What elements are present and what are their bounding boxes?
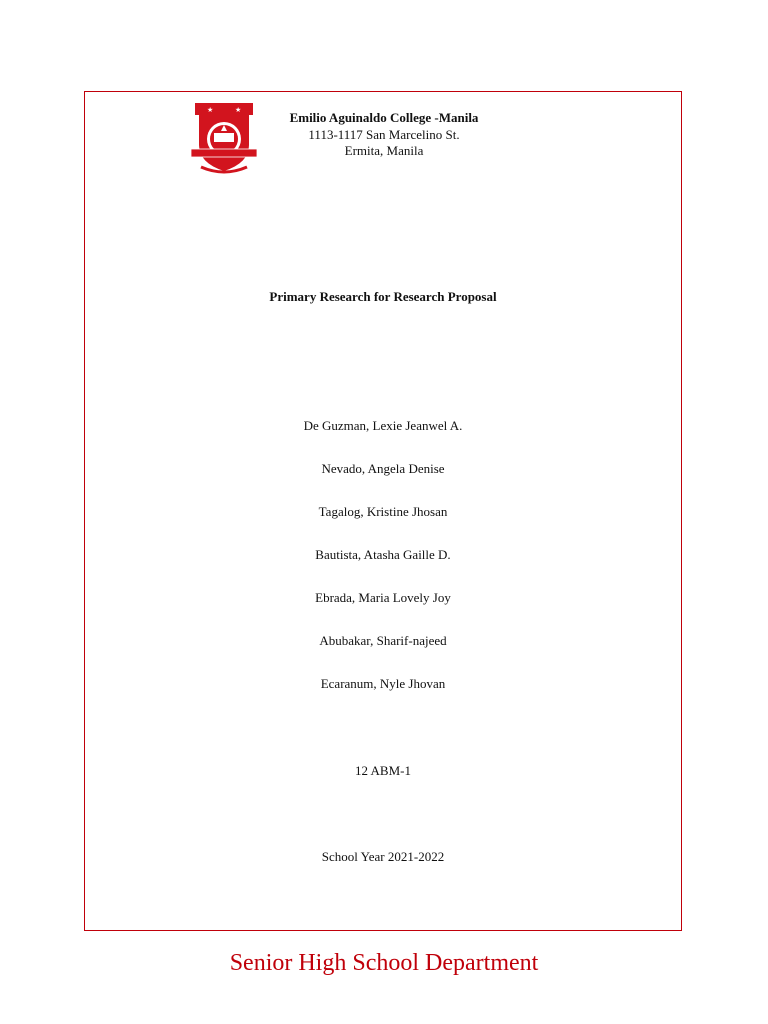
author-name: Ecaranum, Nyle Jhovan <box>320 676 446 691</box>
svg-text:★: ★ <box>207 106 214 114</box>
author-name: Abubakar, Sharif-najeed <box>319 633 447 648</box>
document-title: Primary Research for Research Proposal <box>269 289 497 304</box>
school-name: Emilio Aguinaldo College -Manila <box>289 110 479 125</box>
class-section: 12 ABM-1 <box>355 763 411 778</box>
author-name: Nevado, Angela Denise <box>321 461 445 476</box>
svg-text:★: ★ <box>235 106 242 114</box>
school-address-line1: 1113-1117 San Marcelino St. <box>308 126 460 142</box>
school-year: School Year 2021-2022 <box>321 849 445 864</box>
school-header <box>244 110 524 160</box>
author-name: Tagalog, Kristine Jhosan <box>318 504 448 519</box>
author-name: De Guzman, Lexie Jeanwel A. <box>303 418 463 433</box>
author-list <box>84 418 682 719</box>
author-name: Bautista, Atasha Gaille D. <box>315 547 451 562</box>
school-address-line2: Ermita, Manila <box>344 143 424 158</box>
author-name: Ebrada, Maria Lovely Joy <box>315 590 451 605</box>
department-footer: Senior High School Department <box>229 950 539 976</box>
